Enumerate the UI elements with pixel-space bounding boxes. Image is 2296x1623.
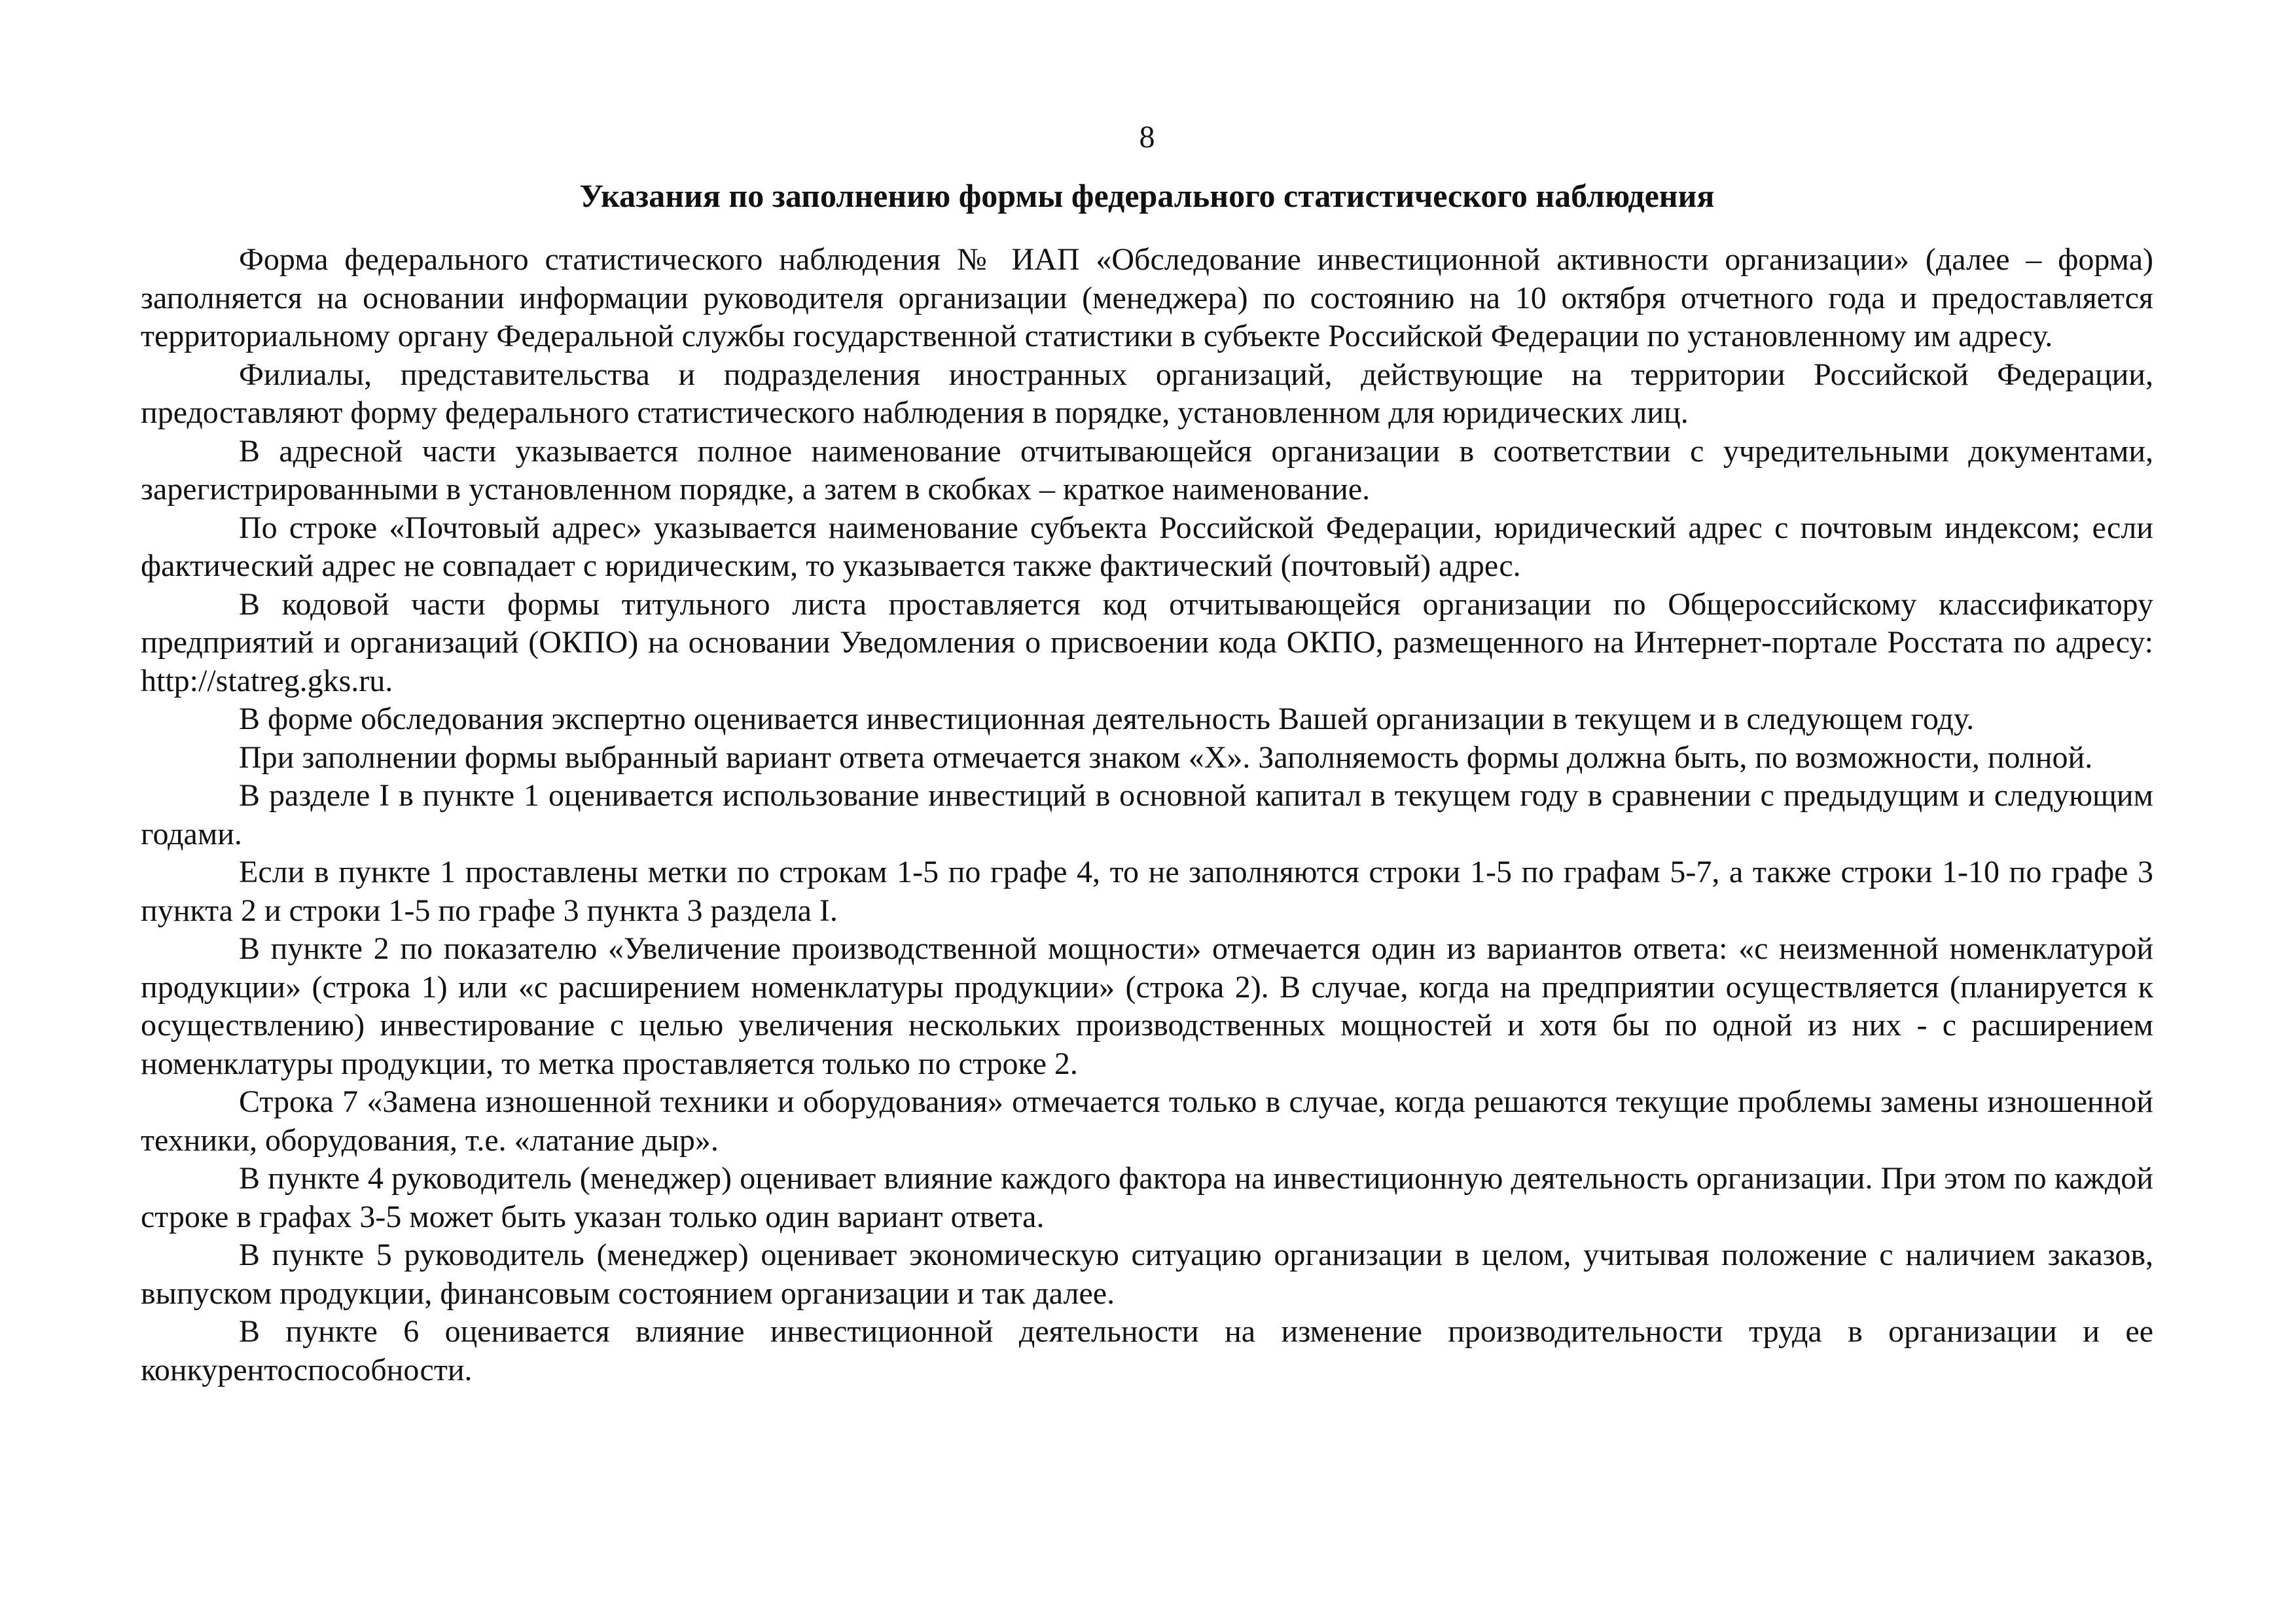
paragraph: В разделе I в пункте 1 оценивается использование инвестиций в основной капитал в текущем году в сравнении с предыдущим и следующим годами. [141, 778, 2153, 851]
page-number: 8 [1139, 120, 1155, 154]
document-page [141, 118, 2153, 1389]
paragraph: В пункте 5 руководитель (менеджер) оценивает экономическую ситуацию организации в целом, учитывая положение с наличием заказов, выпуском продукции, финансовым состоянием организации и так далее. [141, 1238, 2153, 1311]
paragraph: В форме обследования экспертно оценивается инвестиционная деятельность Вашей организации в текущем и в следующем году. [239, 702, 1975, 736]
paragraph: Если в пункте 1 проставлены метки по строкам 1-5 по графе 4, то не заполняются строки 1-5 по графам 5-7, а также строки 1-10 по графе 3 пункта 2 и строки 1-5 по графе 3 пункта 3 раздела I. [141, 855, 2153, 928]
paragraph: При заполнении формы выбранный вариант ответа отмечается знаком «Х». Заполняемость формы должна быть, по возможности, полной. [239, 740, 2093, 775]
paragraph: В кодовой части формы титульного листа проставляется код отчитывающейся организации по Общероссийскому классификатору предприятий и организаций (ОКПО) на основании Уведомления о присвоении кода ОКПО, размещенного на Интернет-портале Росстата по адресу: http://statreg.gks.ru. [141, 586, 2153, 698]
paragraph: В пункте 2 по показателю «Увеличение производственной мощности» отмечается один из вариантов ответа: «с неизменной номенклатурой продукции» (строка 1) или «с расширением номенклатуры продукции» (строка 2). В случае, когда на предприятии осуществляется (планируется к осуществлению) инвестирование с целью увеличения нескольких производственных мощностей и хотя бы по одной из них - с расширением номенклатуры продукции, то метка проставляется только по строке 2. [141, 931, 2153, 1081]
paragraph: По строке «Почтовый адрес» указывается наименование субъекта Российской Федерации, юридический адрес с почтовым индексом; если фактический адрес не совпадает с юридическим, то указывается также фактический (почтовый) адрес. [141, 510, 2153, 583]
paragraph: Форма федерального статистического наблюдения № ИАП «Обследование инвестиционной активности организации» (далее – форма) заполняется на основании информации руководителя организации (менеджера) по состоянию на 10 октября отчетного года и предоставляется территориальному органу Федеральной службы государственной статистики в субъекте Российской Федерации по установленному им адресу. [141, 242, 2153, 353]
document-title: Указания по заполнению формы федерального статистического наблюдения [579, 177, 1715, 214]
paragraph: В адресной части указывается полное наименование отчитывающейся организации в соответствии с учредительными документами, зарегистрированными в установленном порядке, а затем в скобках – краткое наименование. [141, 433, 2153, 507]
paragraph: Филиалы, представительства и подразделения иностранных организаций, действующие на территории Российской Федерации, предоставляют форму федерального статистического наблюдения в порядке, установленном для юридических лиц. [141, 357, 2153, 430]
paragraph: В пункте 6 оценивается влияние инвестиционной деятельности на изменение производительности труда в организации и ее конкурентоспособности. [141, 1314, 2153, 1387]
paragraph: В пункте 4 руководитель (менеджер) оценивает влияние каждого фактора на инвестиционную деятельность организации. При этом по каждой строке в графах 3-5 может быть указан только один вариант ответа. [141, 1161, 2153, 1234]
paragraph: Строка 7 «Замена изношенной техники и оборудования» отмечается только в случае, когда решаются текущие проблемы замены изношенной техники, оборудования, т.е. «латание дыр». [141, 1084, 2153, 1158]
